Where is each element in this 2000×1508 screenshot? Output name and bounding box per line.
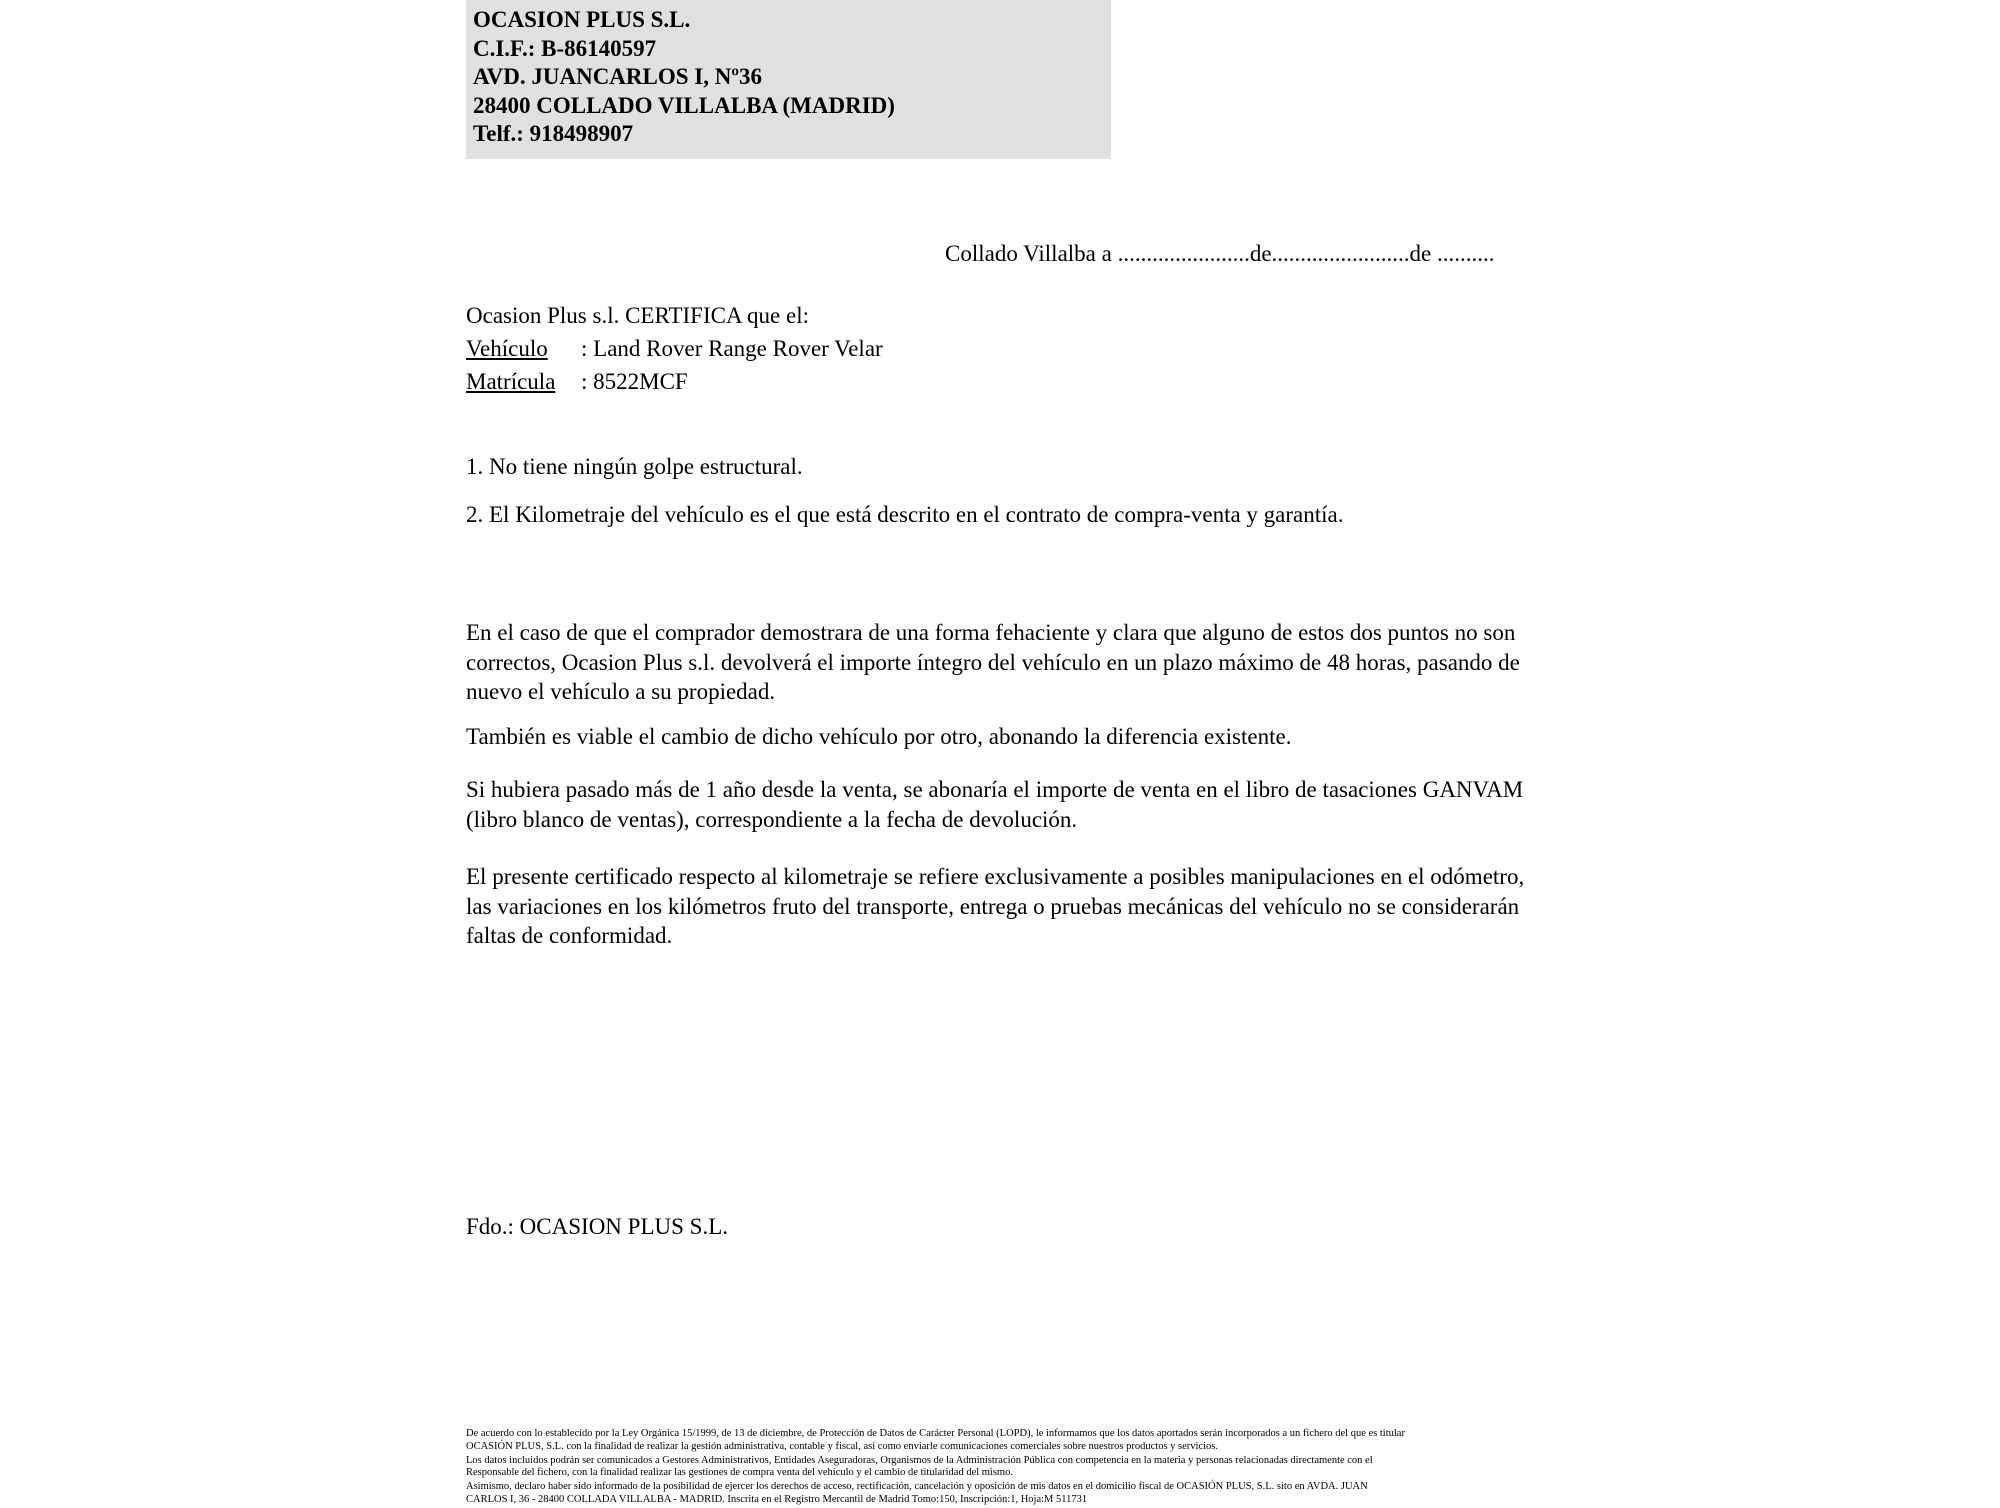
letterhead-cif: C.I.F.: B-86140597 [473, 35, 657, 61]
footer-line-2: OCASIÓN PLUS, S.L. con la finalidad de realizar la gestión administrativa, contable y fiscal, así como enviarle comunicaciones comerciales sobre nuestros productos y servicios. [466, 1440, 1218, 1452]
paragraph-refund-terms: En el caso de que el comprador demostrara de una forma fehaciente y clara que alguno de estos dos puntos no son correctos, Ocasion Plus s.l. devolverá el importe íntegro del vehículo en un plazo máximo de 48 horas, pasando de nuevo el vehículo a su propiedad. [466, 620, 1520, 704]
paragraph-odometer: El presente certificado respecto al kilometraje se refiere exclusivamente a posibles manipulaciones en el odómetro, las variaciones en los kilómetros fruto del transporte, entrega o pruebas mecánicas del vehículo no se considerarán faltas de conformidad. [466, 864, 1525, 948]
footer-line-1: De acuerdo con lo establecido por la Ley Orgánica 15/1999, de 13 de diciembre, de Protección de Datos de Carácter Personal (LOPD), le informamos que los datos aportados serán incorporados a un fichero del que es titular [466, 1428, 1405, 1439]
vehicle-value: : Land Rover Range Rover Velar [581, 336, 883, 361]
certification-block [466, 299, 883, 398]
point-1: 1. No tiene ningún golpe estructural. [466, 454, 803, 479]
footer-line-3: Los datos incluidos podrán ser comunicados a Gestores Administrativos, Entidades Aseguradoras, Organismos de la Administración Pública con competencia en la materia y personas relacionadas directamente con el [466, 1454, 1373, 1466]
plate-value: : 8522MCF [581, 369, 688, 394]
footer-line-6: CARLOS I, 36 - 28400 COLLADA VILLALBA - MADRID. Inscrita en el Registro Mercantil de Madrid Tomo:150, Inscripción:1, Hoja:M 511731 [466, 1493, 1088, 1505]
vehicle-row [466, 332, 883, 365]
paragraph-ganvam: Si hubiera pasado más de 1 año desde la venta, se abonaría el importe de venta en el libro de tasaciones GANVAM (libro blanco de ventas), correspondiente a la fecha de devolución. [466, 777, 1524, 832]
paragraph-exchange: También es viable el cambio de dicho vehículo por otro, abonando la diferencia existente. [466, 724, 1292, 749]
letterhead-city: 28400 COLLADO VILLALBA (MADRID) [473, 92, 895, 118]
footer-block-3 [466, 1481, 1554, 1506]
certification-intro: Ocasion Plus s.l. CERTIFICA que el: [466, 303, 809, 328]
letterhead-block [466, 0, 1111, 159]
footer-block-1 [466, 1428, 1554, 1453]
letterhead-phone: Telf.: 918498907 [473, 121, 634, 146]
point-2: 2. El Kilometraje del vehículo es el que está descrito en el contrato de compra-venta y garantía. [466, 502, 1344, 527]
date-line: Collado Villalba a .......................de........................de .......... [945, 241, 1495, 266]
footer-line-5: Asimismo, declaro haber sido informado de la posibilidad de ejercer los derechos de acceso, rectificación, cancelación y oposición de mis datos en el domicilio fiscal de OCASIÓN PLUS, S.L. sito en AVDA. JUAN [466, 1481, 1368, 1493]
letterhead-address: AVD. JUANCARLOS I, Nº36 [473, 64, 762, 89]
signature-line: Fdo.: OCASION PLUS S.L. [466, 1214, 728, 1239]
plate-row [466, 365, 883, 398]
letterhead-company-name: OCASION PLUS S.L. [473, 7, 691, 32]
footer-legal-notice [466, 1428, 1554, 1508]
vehicle-label: Vehículo [466, 336, 548, 361]
footer-block-2 [466, 1455, 1554, 1480]
plate-label: Matrícula [466, 369, 556, 394]
footer-line-4: Responsable del fichero, con la finalidad realizar las gestiones de compra venta del vehículo y el cambio de titularidad del mismo. [466, 1467, 1013, 1479]
